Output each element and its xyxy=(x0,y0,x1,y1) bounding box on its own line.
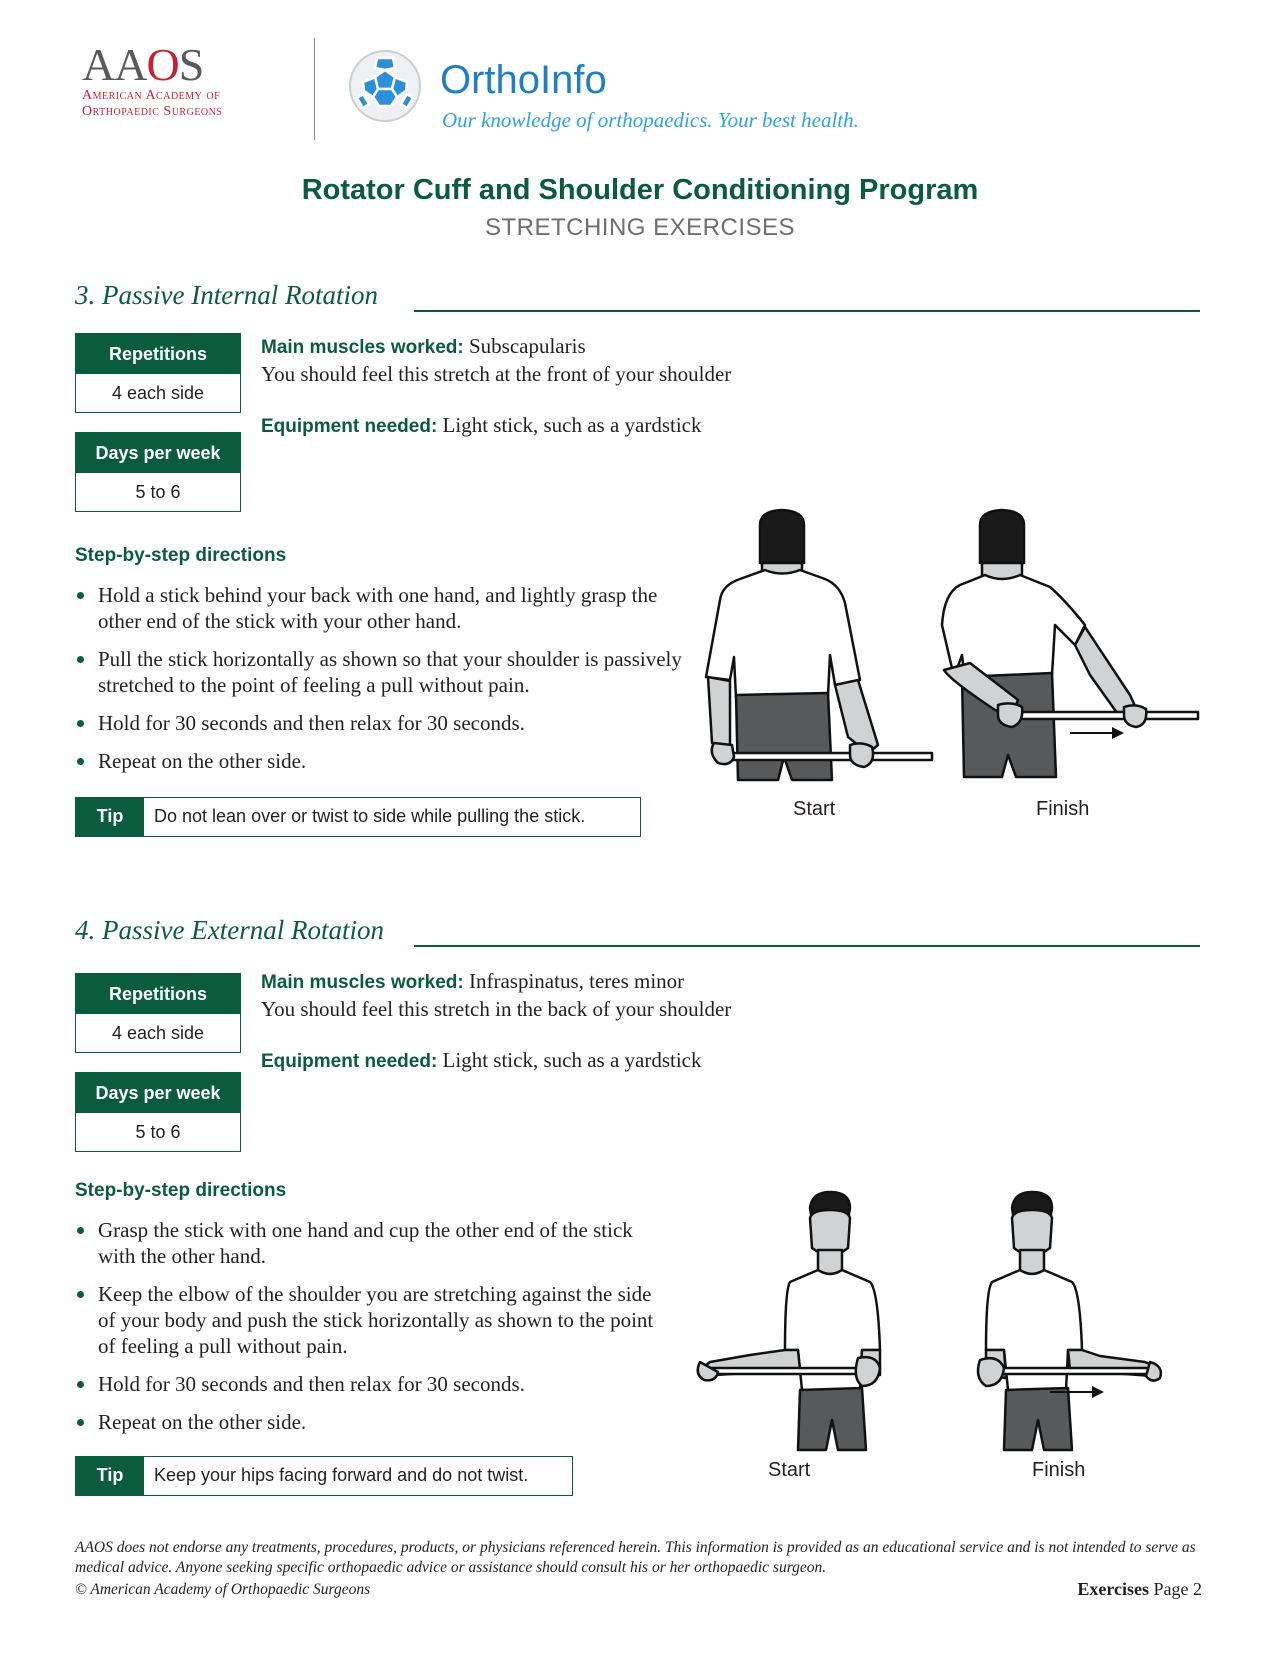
disclaimer: AAOS does not endorse any treatments, procedures, products, or physicians referenced herein. This information is provided as an educational service and is not intended to serve as medical advice. Anyone seeking specific orthopaedic advice or assistance should consult his or her orthopaedic surgeon. xyxy=(75,1539,1196,1576)
tip-text: Keep your hips facing forward and do not twist. xyxy=(154,1465,529,1485)
aaos-logo-ring-icon: O xyxy=(146,39,179,90)
equipment-label: Equipment needed: xyxy=(261,416,438,437)
muscles-value: Subscapularis xyxy=(468,334,586,358)
equipment-info xyxy=(261,1047,702,1075)
steps-list xyxy=(75,1217,665,1447)
days-per-week-value: 5 to 6 xyxy=(76,1113,240,1151)
list-item: Hold a stick behind your back with one hand, and lightly grasp the other end of the stick with your other hand. xyxy=(75,582,695,634)
list-item: Keep the elbow of the shoulder you are stretching against the side of your body and push the stick horizontally as shown to the point of feeling a pull without pain. xyxy=(75,1281,665,1359)
aaos-logo-line1: American Academy of xyxy=(82,88,221,103)
days-per-week-box xyxy=(75,432,241,512)
bullet-icon xyxy=(77,720,84,727)
list-item: Pull the stick horizontally as shown so that your shoulder is passively stretched to the point of feeling a pull without pain. xyxy=(75,646,695,698)
page-label: Page 2 xyxy=(1153,1579,1202,1599)
page-subtitle: STRETCHING EXERCISES xyxy=(484,214,796,241)
equipment-info xyxy=(261,412,702,440)
feel-text: You should feel this stretch at the front of your shoulder xyxy=(261,362,732,386)
feel-text: You should feel this stretch in the back of your shoulder xyxy=(261,997,732,1021)
bullet-icon xyxy=(77,592,84,599)
equipment-value: Light stick, such as a yardstick xyxy=(442,1048,702,1072)
figure-caption-start: Start xyxy=(793,798,836,820)
aaos-logo-letters: AAOS xyxy=(82,39,204,90)
figure-caption-start: Start xyxy=(768,1459,811,1481)
muscles-label: Main muscles worked: xyxy=(261,972,464,993)
section-rule xyxy=(414,310,1200,312)
muscles-label: Main muscles worked: xyxy=(261,337,464,358)
orthoinfo-title: OrthoInfo xyxy=(440,58,607,102)
repetitions-value: 4 each side xyxy=(76,374,240,412)
tip-label: Tip xyxy=(76,1457,144,1495)
repetitions-label: Repetitions xyxy=(76,334,240,374)
orthoinfo-tagline: Our knowledge of orthopaedics. Your best health. xyxy=(442,108,859,132)
internal-rotation-start-illustration xyxy=(700,505,940,785)
muscles-info xyxy=(261,968,731,1022)
figure-caption-finish: Finish xyxy=(1032,1459,1086,1481)
page-title: Rotator Cuff and Shoulder Conditioning Program xyxy=(301,174,979,206)
days-per-week-box xyxy=(75,1072,241,1152)
bullet-icon xyxy=(77,656,84,663)
bullet-icon xyxy=(77,1381,84,1388)
list-item: Grasp the stick with one hand and cup the other end of the stick with the other hand. xyxy=(75,1217,665,1269)
bullet-icon xyxy=(77,1419,84,1426)
repetitions-box xyxy=(75,973,241,1053)
days-per-week-label: Days per week xyxy=(76,433,240,473)
figure-caption-finish: Finish xyxy=(1036,798,1090,820)
repetitions-value: 4 each side xyxy=(76,1014,240,1052)
tip-label: Tip xyxy=(76,798,144,836)
exercise-4-heading: 4. Passive External Rotation xyxy=(75,915,384,945)
days-per-week-label: Days per week xyxy=(76,1073,240,1113)
bullet-icon xyxy=(77,1227,84,1234)
header-divider xyxy=(314,38,315,140)
aaos-logo-line2: Orthopaedic Surgeons xyxy=(82,104,223,119)
orthoinfo-ball-icon xyxy=(347,48,423,124)
repetitions-label: Repetitions xyxy=(76,974,240,1014)
list-item: Hold for 30 seconds and then relax for 30 seconds. xyxy=(75,710,695,736)
page-section: Exercises xyxy=(1077,1579,1149,1599)
steps-heading: Step-by-step directions xyxy=(75,1180,287,1201)
muscles-info xyxy=(261,333,731,387)
days-per-week-value: 5 to 6 xyxy=(76,473,240,511)
exercise-3-heading: 3. Passive Internal Rotation xyxy=(75,280,378,310)
arrow-right-icon xyxy=(1070,727,1124,739)
bullet-icon xyxy=(77,758,84,765)
steps-list xyxy=(75,582,695,786)
tip-box xyxy=(75,797,641,837)
aaos-logo xyxy=(82,39,292,132)
tip-text: Do not lean over or twist to side while pulling the stick. xyxy=(154,806,586,826)
list-item: Repeat on the other side. xyxy=(75,1409,665,1435)
external-rotation-start-illustration xyxy=(690,1190,900,1480)
bullet-icon xyxy=(77,1291,84,1298)
tip-box xyxy=(75,1456,573,1496)
equipment-value: Light stick, such as a yardstick xyxy=(442,413,702,437)
copyright: © American Academy of Orthopaedic Surgeons xyxy=(75,1581,371,1598)
list-item: Hold for 30 seconds and then relax for 30 seconds. xyxy=(75,1371,665,1397)
steps-heading: Step-by-step directions xyxy=(75,545,287,566)
muscles-value: Infraspinatus, teres minor xyxy=(468,969,685,993)
internal-rotation-finish-illustration xyxy=(940,505,1200,785)
equipment-label: Equipment needed: xyxy=(261,1051,438,1072)
list-item: Repeat on the other side. xyxy=(75,748,695,774)
external-rotation-finish-illustration xyxy=(960,1190,1180,1480)
repetitions-box xyxy=(75,333,241,413)
page-number xyxy=(1077,1579,1202,1600)
section-rule xyxy=(414,945,1200,947)
